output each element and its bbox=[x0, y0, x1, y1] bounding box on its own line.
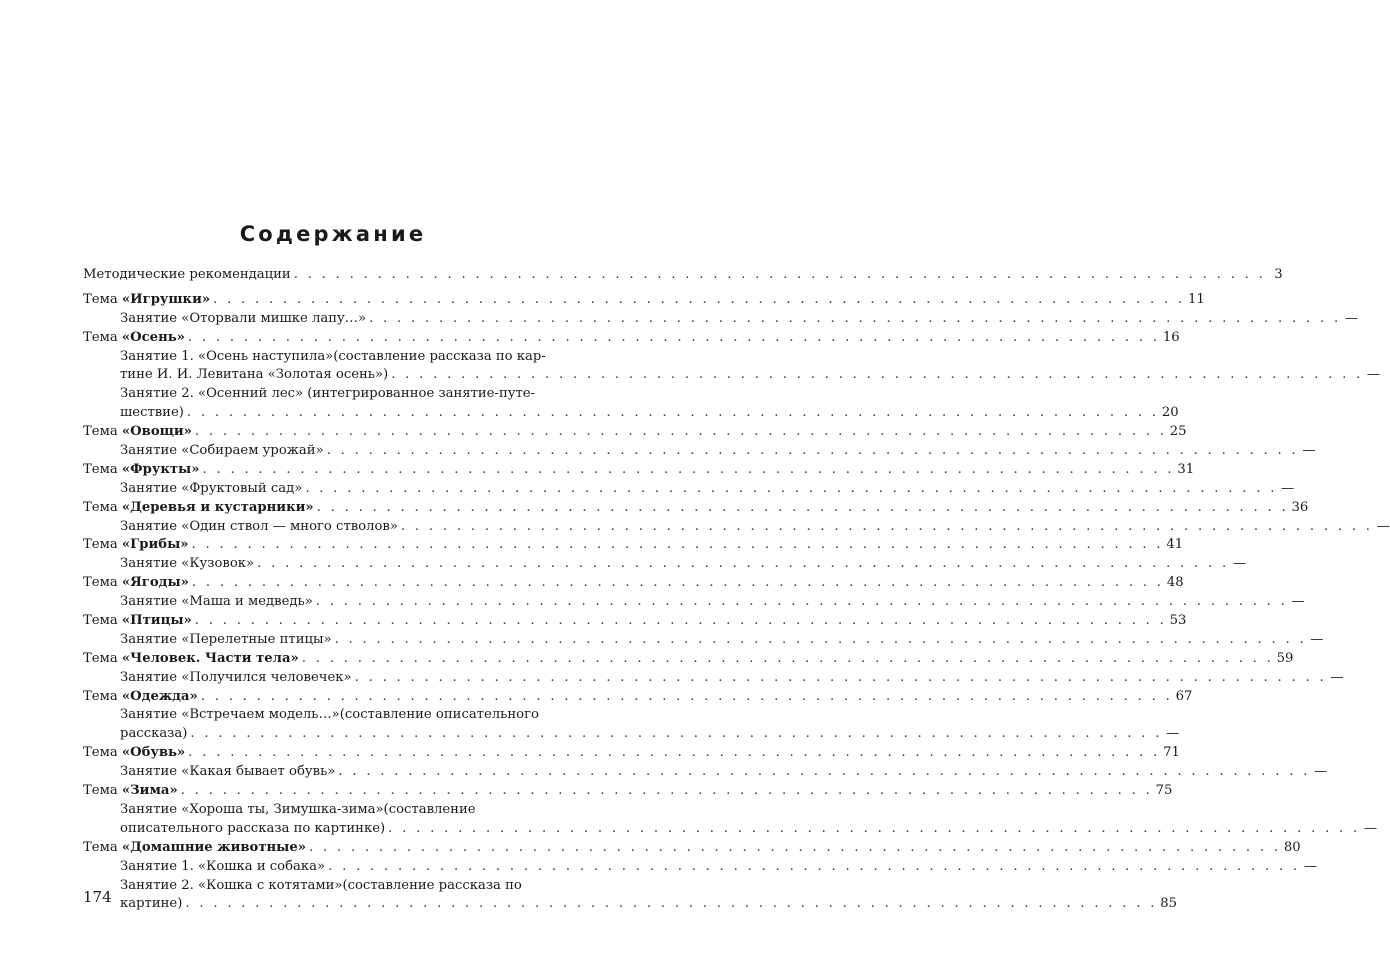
toc-entry-text bbox=[120, 631, 332, 650]
toc-entry-label: картине) bbox=[120, 896, 183, 912]
toc-topic-name: «Птицы» bbox=[121, 613, 192, 629]
toc-topic-name: «Игрушки» bbox=[121, 291, 211, 307]
toc-lesson-entry bbox=[83, 763, 1328, 782]
toc-entry-text bbox=[120, 555, 254, 574]
toc-entry-text bbox=[120, 763, 335, 782]
toc-topic-entry bbox=[83, 536, 1184, 555]
toc-entry-label: Занятие «Один ствол — много стволов» bbox=[120, 518, 398, 534]
toc-page-number: — bbox=[1291, 594, 1305, 610]
toc-entry-label: Занятие 1. «Осень наступила»(составление рассказа по кар- bbox=[120, 348, 546, 364]
toc-entry-label: Тема bbox=[83, 745, 122, 761]
page-title: Содержание bbox=[239, 222, 427, 246]
toc-topic-entry bbox=[83, 499, 1309, 518]
toc-entry-text bbox=[120, 877, 522, 896]
toc-entry-text bbox=[83, 574, 189, 593]
toc-lesson-entry bbox=[83, 518, 1390, 537]
toc-lesson-entry bbox=[83, 801, 611, 820]
toc-page-number: — bbox=[1302, 443, 1316, 459]
toc-entry-label: Занятие 1. «Кошка и собака» bbox=[120, 858, 326, 874]
toc-entry-label: Тема bbox=[83, 537, 122, 553]
toc-entry-text bbox=[83, 612, 192, 631]
toc-page-number: — bbox=[1314, 764, 1328, 780]
toc-entry-label: Занятие «Собираем урожай» bbox=[120, 443, 324, 459]
toc-entry-text bbox=[120, 348, 546, 367]
toc-entry-label: Тема bbox=[83, 424, 122, 440]
dot-leader: . . . . . . . . . . . . . . . . . . . . . . . . . . . . . . . . . . . . . . . . . . . . . . . . . . . . . . . . . . . . . . . . . . . . . . bbox=[328, 858, 1300, 874]
toc-entry-label: Тема bbox=[83, 575, 122, 591]
toc-lesson-entry bbox=[83, 877, 611, 896]
toc-entry-label: Занятие «Перелетные птицы» bbox=[120, 631, 332, 647]
toc-lesson-entry bbox=[83, 310, 1358, 329]
toc-entry-text bbox=[120, 310, 366, 329]
toc-entry-text bbox=[83, 650, 299, 669]
toc-page-number: 11 bbox=[1187, 291, 1205, 307]
dot-leader: . . . . . . . . . . . . . . . . . . . . . . . . . . . . . . . . . . . . . . . . . . . . . . . . . . . . . . . . . . . . . . . . . . . . . . bbox=[316, 499, 1289, 515]
toc-topic-entry bbox=[83, 612, 1187, 631]
toc-entry-label: Занятие «Оторвали мишке лапу…» bbox=[120, 310, 367, 326]
toc-page-number: 80 bbox=[1283, 839, 1301, 855]
dot-leader: . . . . . . . . . . . . . . . . . . . . . . . . . . . . . . . . . . . . . . . . . . . . . . . . . . . . . . . . . . . . . . . . . . . . . . bbox=[194, 424, 1167, 440]
toc-entry-text bbox=[120, 366, 388, 385]
dot-leader: . . . . . . . . . . . . . . . . . . . . . . . . . . . . . . . . . . . . . . . . . . . . . . . . . . . . . . . . . . . . . . . . . . . . . . bbox=[188, 745, 1161, 761]
toc-entry-label: Занятие «Хороша ты, Зимушка-зима»(составление bbox=[120, 801, 476, 817]
dot-leader: . . . . . . . . . . . . . . . . . . . . . . . . . . . . . . . . . . . . . . . . . . . . . . . . . . . . . . . . . . . . . . . . . . . . . . bbox=[354, 669, 1327, 685]
toc-entry-label: Занятие 2. «Осенний лес» (интегрированное занятие-путе- bbox=[120, 386, 536, 402]
toc-entry-text bbox=[83, 291, 210, 310]
toc-entry-label: Тема bbox=[83, 291, 122, 307]
toc-entry-text bbox=[120, 669, 352, 688]
toc-entry-text bbox=[83, 329, 185, 348]
toc-entry-label: Тема bbox=[83, 613, 122, 629]
toc-lesson-entry bbox=[83, 593, 1305, 612]
toc-topic-entry bbox=[83, 688, 1193, 707]
toc-page-number: — bbox=[1366, 367, 1381, 383]
toc-lesson-entry bbox=[83, 348, 611, 367]
dot-leader: . . . . . . . . . . . . . . . . . . . . . . . . . . . . . . . . . . . . . . . . . . . . . . . . . . . . . . . . . . . . . . . . . . . . . . bbox=[315, 594, 1288, 610]
dot-leader: . . . . . . . . . . . . . . . . . . . . . . . . . . . . . . . . . . . . . . . . . . . . . . . . . . . . . . . . . . . . . . . . . . . . . . bbox=[191, 537, 1164, 553]
toc-topic-name: «Овощи» bbox=[121, 424, 192, 440]
toc-lesson-entry bbox=[83, 480, 1295, 499]
toc-page-number: 53 bbox=[1169, 613, 1187, 629]
toc-entry-label: рассказа) bbox=[120, 726, 188, 742]
toc-entry-label: Занятие «Маша и медведь» bbox=[120, 594, 313, 610]
dot-leader: . . . . . . . . . . . . . . . . . . . . . . . . . . . . . . . . . . . . . . . . . . . . . . . . . . . . . . . . . . . . . . . . . . . . . . bbox=[257, 556, 1230, 572]
toc-entry-text bbox=[120, 404, 184, 423]
toc-entry-text bbox=[83, 461, 200, 480]
dot-leader: . . . . . . . . . . . . . . . . . . . . . . . . . . . . . . . . . . . . . . . . . . . . . . . . . . . . . . . . . . . . . . . . . . . . . . bbox=[369, 310, 1341, 326]
toc-page-number: 71 bbox=[1163, 745, 1180, 761]
table-of-contents bbox=[83, 266, 1390, 914]
toc-lesson-entry bbox=[83, 858, 1317, 877]
toc-entry-label: описательного рассказа по картинке) bbox=[120, 820, 386, 836]
dot-leader: . . . . . . . . . . . . . . . . . . . . . . . . . . . . . . . . . . . . . . . . . . . . . . . . . . . . . . . . . . . . . . . . . . . . . . bbox=[200, 688, 1173, 704]
toc-entry-label: Занятие «Какая бывает обувь» bbox=[120, 764, 336, 780]
toc-page-number: — bbox=[1166, 726, 1180, 742]
toc-lesson-entry bbox=[83, 366, 1381, 385]
toc-lesson-entry bbox=[83, 404, 1179, 423]
dot-leader: . . . . . . . . . . . . . . . . . . . . . . . . . . . . . . . . . . . . . . . . . . . . . . . . . . . . . . . . . . . . . . . . . . . . . . bbox=[202, 461, 1175, 477]
toc-topic-name: «Осень» bbox=[121, 329, 185, 345]
dot-leader: . . . . . . . . . . . . . . . . . . . . . . . . . . . . . . . . . . . . . . . . . . . . . . . . . . . . . . . . . . . . . . . . . . . . . . bbox=[301, 650, 1274, 666]
toc-entry-label: Занятие «Получился человечек» bbox=[120, 669, 352, 685]
toc-page-number: — bbox=[1330, 669, 1344, 685]
toc-lesson-entry bbox=[83, 725, 1180, 744]
toc-entry-label: Занятие 2. «Кошка с котятами»(составление рассказа по bbox=[120, 877, 522, 893]
dot-leader: . . . . . . . . . . . . . . . . . . . . . . . . . . . . . . . . . . . . . . . . . . . . . . . . . . . . . . . . . . . . . . . . . . . . . . bbox=[213, 291, 1185, 307]
toc-topic-name: «Деревья и кустарники» bbox=[121, 499, 314, 515]
toc-topic-name: «Зима» bbox=[121, 783, 178, 799]
toc-entry-label: Занятие «Кузовок» bbox=[120, 556, 255, 572]
dot-leader: . . . . . . . . . . . . . . . . . . . . . . . . . . . . . . . . . . . . . . . . . . . . . . . . . . . . . . . . . . . . . . . . . . . . . . bbox=[185, 896, 1158, 912]
toc-topic-name: «Ягоды» bbox=[121, 575, 189, 591]
toc-page-number: 85 bbox=[1160, 896, 1178, 912]
toc-entry-label: Тема bbox=[83, 461, 122, 477]
toc-page-number: 67 bbox=[1175, 688, 1193, 704]
toc-lesson-entry bbox=[83, 820, 1378, 839]
toc-topic-entry bbox=[83, 291, 1205, 310]
toc-topic-entry bbox=[83, 744, 1180, 763]
dot-leader: . . . . . . . . . . . . . . . . . . . . . . . . . . . . . . . . . . . . . . . . . . . . . . . . . . . . . . . . . . . . . . . . . . . . . . bbox=[305, 480, 1278, 496]
toc-entry-label: тине И. И. Левитана «Золотая осень») bbox=[120, 367, 389, 383]
toc-entry-label: Тема bbox=[83, 499, 122, 515]
toc-topic-name: «Домашние животные» bbox=[121, 839, 307, 855]
toc-topic-entry bbox=[83, 782, 1173, 801]
toc-entry-text bbox=[120, 725, 187, 744]
toc-lesson-entry bbox=[83, 385, 611, 404]
dot-leader: . . . . . . . . . . . . . . . . . . . . . . . . . . . . . . . . . . . . . . . . . . . . . . . . . . . . . . . . . . . . . . . . . . . . . . bbox=[293, 267, 1266, 282]
toc-topic-name: «Грибы» bbox=[121, 537, 189, 553]
dot-leader: . . . . . . . . . . . . . . . . . . . . . . . . . . . . . . . . . . . . . . . . . . . . . . . . . . . . . . . . . . . . . . . . . . . . . . bbox=[191, 575, 1164, 591]
toc-page-number: 75 bbox=[1155, 783, 1173, 799]
dot-leader: . . . . . . . . . . . . . . . . . . . . . . . . . . . . . . . . . . . . . . . . . . . . . . . . . . . . . . . . . . . . . . . . . . . . . . bbox=[338, 764, 1311, 780]
toc-entry-text bbox=[120, 820, 385, 839]
dot-leader: . . . . . . . . . . . . . . . . . . . . . . . . . . . . . . . . . . . . . . . . . . . . . . . . . . . . . . . . . . . . . . . . . . . . . . bbox=[309, 839, 1281, 855]
toc-lesson-entry bbox=[83, 631, 1324, 650]
toc-page-number: 41 bbox=[1166, 537, 1184, 553]
toc-entry-label: Занятие «Встречаем модель…»(составление описательного bbox=[120, 707, 539, 723]
toc-entry-label: Методические рекомендации bbox=[83, 267, 291, 282]
toc-page-number: 36 bbox=[1291, 499, 1309, 515]
toc-topic-entry bbox=[83, 574, 1184, 593]
toc-topic-entry bbox=[83, 461, 1195, 480]
toc-entry-text bbox=[120, 858, 325, 877]
toc-topic-name: «Одежда» bbox=[121, 688, 198, 704]
toc-entry-label: Тема bbox=[83, 688, 122, 704]
toc-page-number: 31 bbox=[1177, 461, 1195, 477]
toc-entry-label: Тема bbox=[83, 329, 122, 345]
toc-entry-text bbox=[120, 801, 476, 820]
dot-leader: . . . . . . . . . . . . . . . . . . . . . . . . . . . . . . . . . . . . . . . . . . . . . . . . . . . . . . . . . . . . . . . . . . . . . . bbox=[180, 783, 1153, 799]
toc-page-number: — bbox=[1363, 820, 1378, 836]
dot-leader: . . . . . . . . . . . . . . . . . . . . . . . . . . . . . . . . . . . . . . . . . . . . . . . . . . . . . . . . . . . . . . . . . . . . . . bbox=[326, 443, 1299, 459]
dot-leader: . . . . . . . . . . . . . . . . . . . . . . . . . . . . . . . . . . . . . . . . . . . . . . . . . . . . . . . . . . . . . . . . . . . . . . bbox=[187, 329, 1160, 345]
toc-entry-text bbox=[83, 536, 189, 555]
toc-page-number: — bbox=[1376, 518, 1390, 534]
toc-page-number: — bbox=[1344, 310, 1358, 326]
toc-entry-text bbox=[120, 385, 535, 404]
toc-entry-text bbox=[83, 423, 192, 442]
toc-topic-entry bbox=[83, 266, 1283, 285]
dot-leader: . . . . . . . . . . . . . . . . . . . . . . . . . . . . . . . . . . . . . . . . . . . . . . . . . . . . . . . . . . . . . . . . . . . . . . bbox=[388, 820, 1361, 836]
toc-page-number: 3 bbox=[1274, 267, 1283, 282]
page-number: 174 bbox=[83, 888, 112, 906]
toc-topic-entry bbox=[83, 423, 1187, 442]
toc-entry-text bbox=[83, 782, 178, 801]
toc-entry-text bbox=[83, 839, 306, 858]
toc-lesson-entry bbox=[83, 669, 1344, 688]
toc-entry-label: Тема bbox=[83, 650, 122, 666]
toc-entry-text bbox=[120, 895, 182, 914]
dot-leader: . . . . . . . . . . . . . . . . . . . . . . . . . . . . . . . . . . . . . . . . . . . . . . . . . . . . . . . . . . . . . . . . . . . . . . bbox=[186, 405, 1159, 421]
toc-lesson-entry bbox=[83, 442, 1316, 461]
dot-leader: . . . . . . . . . . . . . . . . . . . . . . . . . . . . . . . . . . . . . . . . . . . . . . . . . . . . . . . . . . . . . . . . . . . . . . bbox=[194, 613, 1167, 629]
toc-lesson-entry bbox=[83, 706, 611, 725]
toc-page-number: — bbox=[1303, 858, 1317, 874]
toc-topic-name: «Человек. Части тела» bbox=[121, 650, 299, 666]
toc-page-number: 59 bbox=[1276, 650, 1294, 666]
toc-entry-label: Тема bbox=[83, 783, 122, 799]
dot-leader: . . . . . . . . . . . . . . . . . . . . . . . . . . . . . . . . . . . . . . . . . . . . . . . . . . . . . . . . . . . . . . . . . . . . . . bbox=[400, 518, 1373, 534]
toc-entry-text bbox=[83, 266, 291, 285]
toc-topic-entry bbox=[83, 329, 1180, 348]
toc-page-number: 16 bbox=[1162, 329, 1180, 345]
toc-page-number: 48 bbox=[1166, 575, 1184, 591]
toc-topic-name: «Фрукты» bbox=[121, 461, 200, 477]
dot-leader: . . . . . . . . . . . . . . . . . . . . . . . . . . . . . . . . . . . . . . . . . . . . . . . . . . . . . . . . . . . . . . . . . . . . . . bbox=[391, 367, 1364, 383]
toc-page-number: 20 bbox=[1161, 405, 1179, 421]
toc-entry-text bbox=[120, 518, 398, 537]
toc-entry-text bbox=[120, 593, 313, 612]
toc-topic-entry bbox=[83, 650, 1294, 669]
toc-entry-text bbox=[83, 688, 198, 707]
toc-entry-text bbox=[83, 744, 185, 763]
toc-topic-entry bbox=[83, 839, 1301, 858]
toc-page-number: — bbox=[1232, 556, 1247, 572]
toc-entry-label: Тема bbox=[83, 839, 122, 855]
toc-topic-name: «Обувь» bbox=[121, 745, 186, 761]
toc-lesson-entry bbox=[83, 555, 1247, 574]
toc-entry-text bbox=[120, 706, 539, 725]
toc-entry-label: Занятие «Фруктовый сад» bbox=[120, 480, 303, 496]
toc-page-number: 25 bbox=[1169, 424, 1187, 440]
toc-page-number: — bbox=[1310, 631, 1324, 647]
dot-leader: . . . . . . . . . . . . . . . . . . . . . . . . . . . . . . . . . . . . . . . . . . . . . . . . . . . . . . . . . . . . . . . . . . . . . . bbox=[190, 726, 1163, 742]
dot-leader: . . . . . . . . . . . . . . . . . . . . . . . . . . . . . . . . . . . . . . . . . . . . . . . . . . . . . . . . . . . . . . . . . . . . . . bbox=[334, 631, 1307, 647]
toc-entry-text bbox=[83, 499, 314, 518]
toc-entry-label: шествие) bbox=[120, 405, 184, 421]
toc-entry-text bbox=[120, 480, 302, 499]
toc-page-number: — bbox=[1281, 480, 1295, 496]
toc-entry-text bbox=[120, 442, 324, 461]
toc-lesson-entry bbox=[83, 895, 1178, 914]
